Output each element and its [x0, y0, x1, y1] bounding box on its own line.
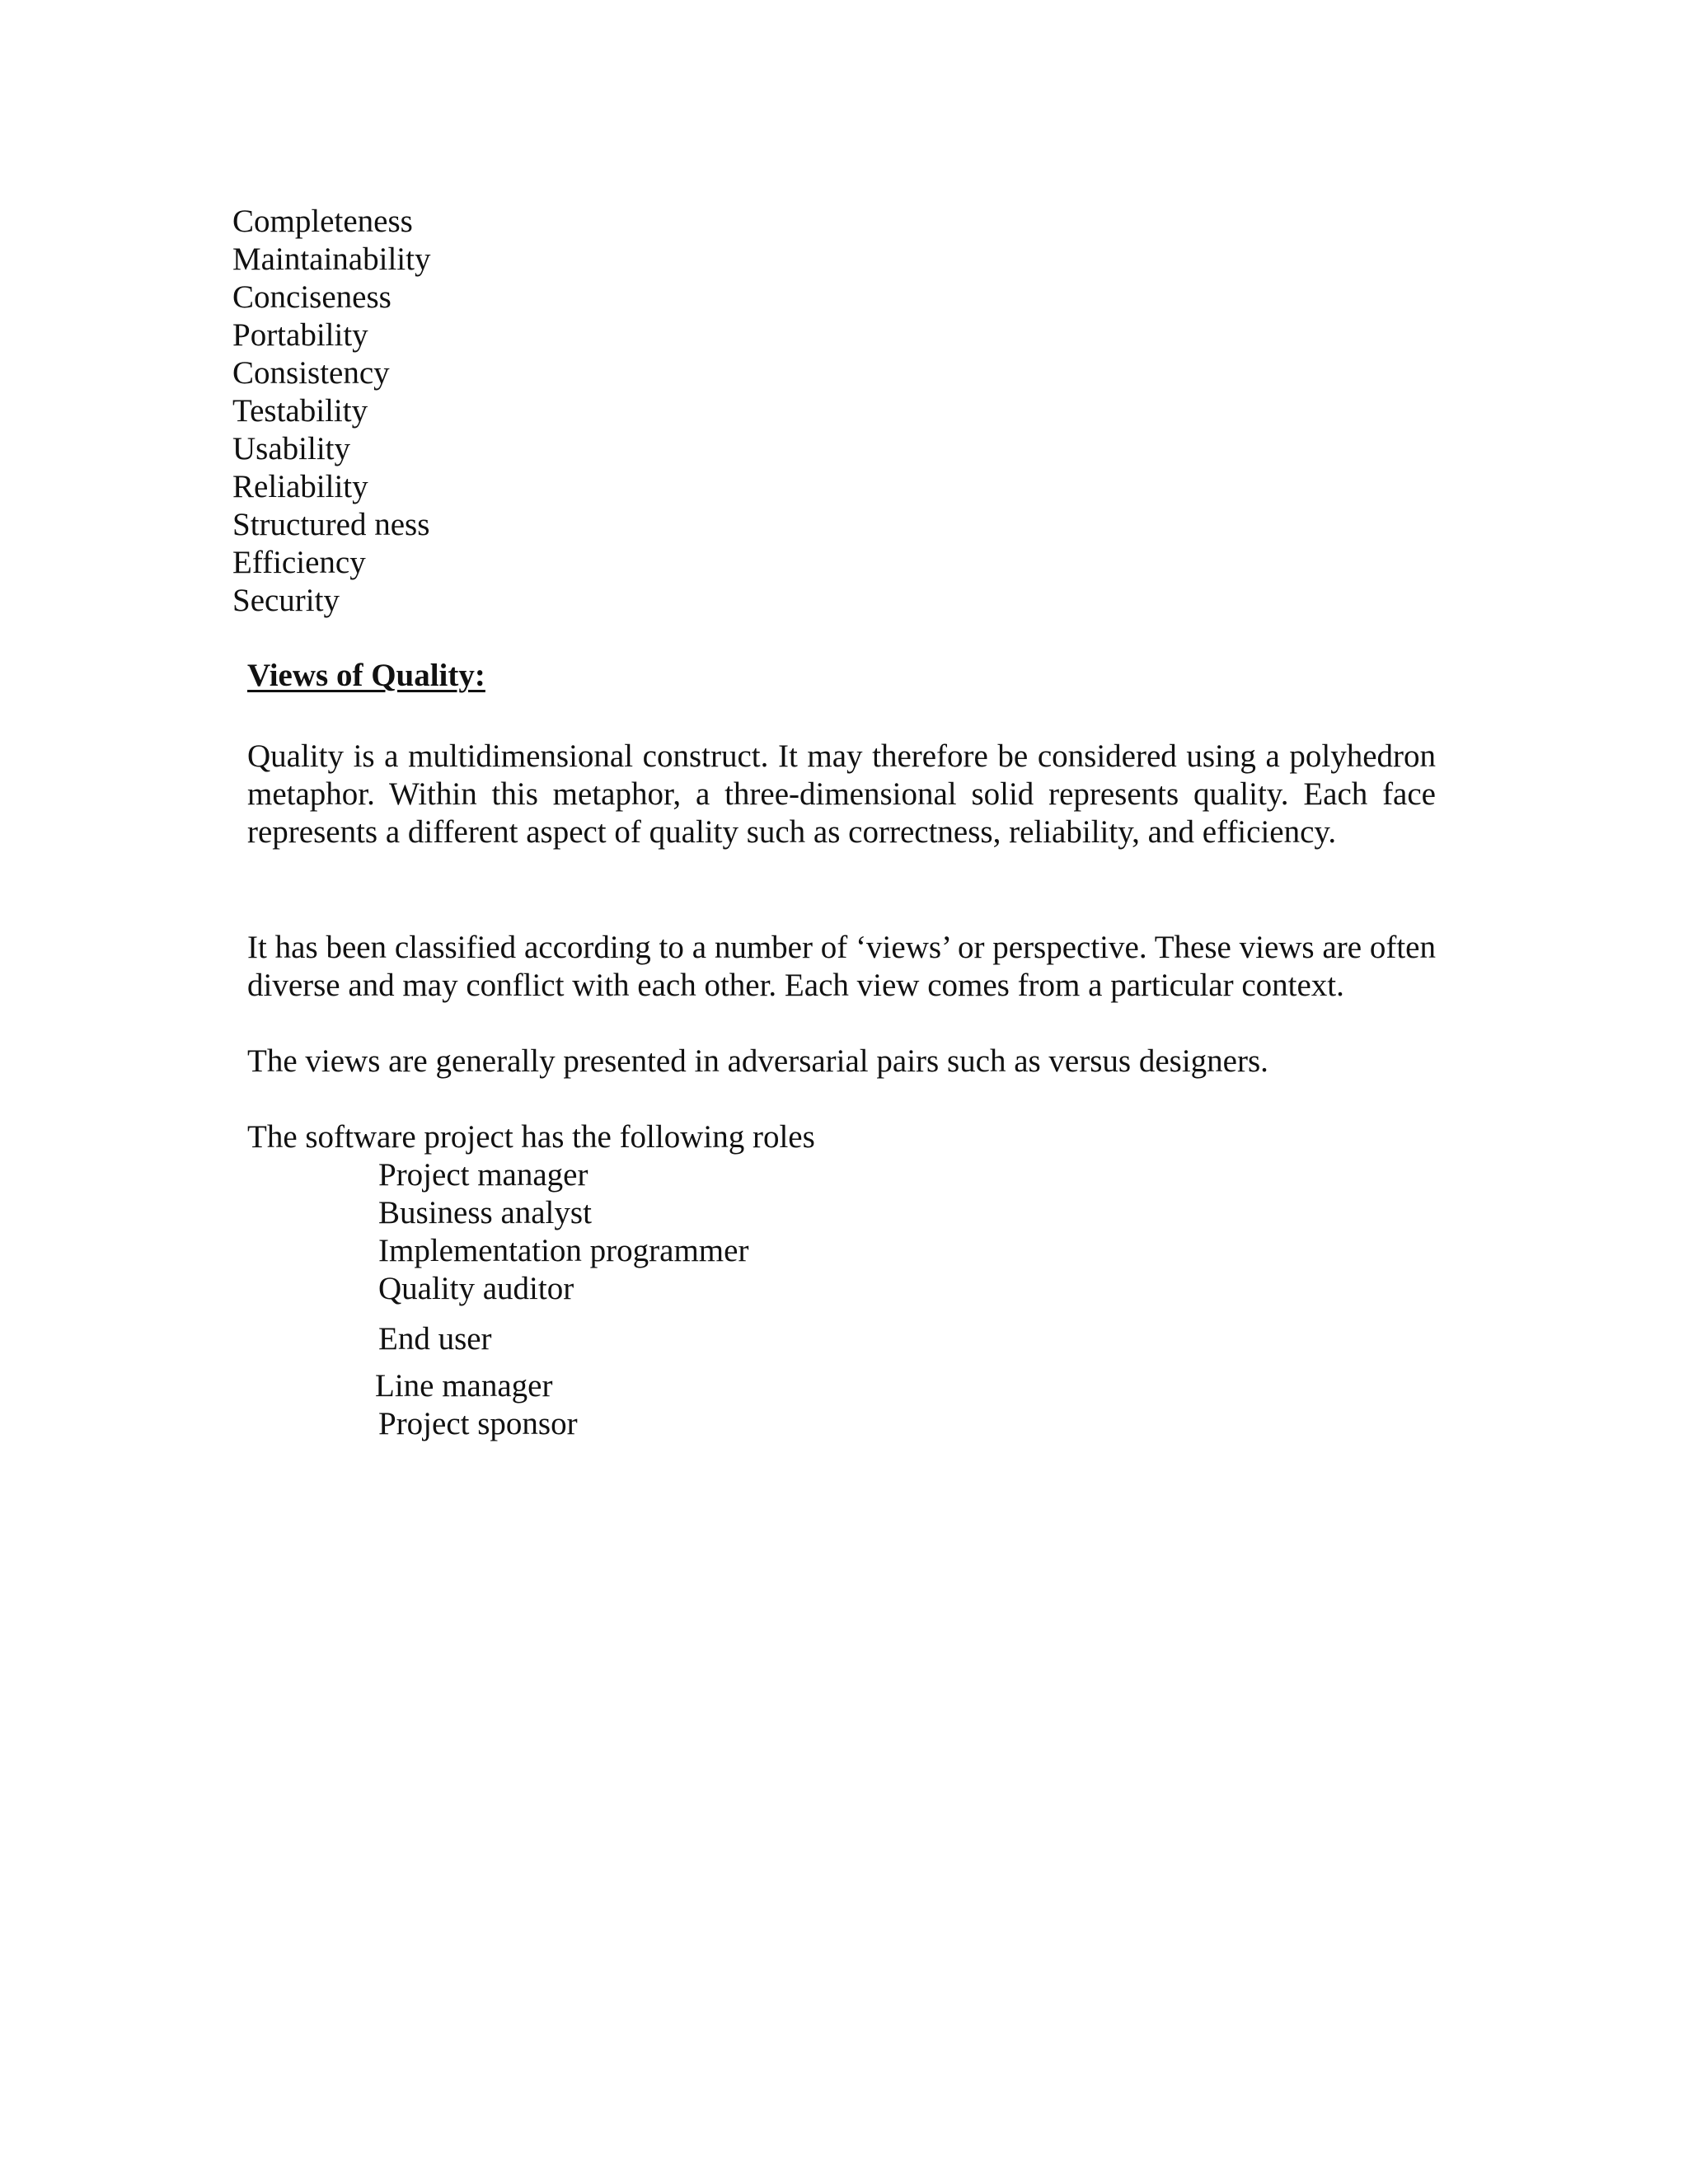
- list-item: End user: [378, 1321, 492, 1357]
- roles-list-continued: [378, 1405, 578, 1443]
- list-item: Project manager: [378, 1157, 588, 1193]
- quality-attribute-list: [232, 203, 430, 620]
- list-item: Quality auditor: [378, 1271, 574, 1306]
- paragraph-adversarial-pairs: The views are generally presented in adversarial pairs such as versus designers.: [247, 1043, 1268, 1079]
- list-item: Completeness: [232, 204, 413, 239]
- roles-list: [378, 1156, 748, 1308]
- list-item: Line manager: [375, 1368, 553, 1404]
- paragraph-polyhedron: Quality is a multidimensional construct. It may therefore be considered using a polyhedron metaphor. Within this metaphor, a three-dimensional solid represents quality. Each face represents a different aspect of quality such as correctness, reliability, and efficiency.: [247, 738, 1436, 850]
- list-item: Testability: [232, 393, 368, 429]
- paragraph-roles-intro: The software project has the following roles: [247, 1119, 815, 1155]
- paragraph-views: It has been classified according to a number of ‘views’ or perspective. These views are often diverse and may conflict with each other. Each view comes from a particular context.: [247, 930, 1436, 1003]
- roles-list-continued: [378, 1320, 492, 1358]
- list-item: Maintainability: [232, 241, 431, 277]
- list-item: Portability: [232, 317, 368, 353]
- roles-list-continued: [375, 1367, 552, 1405]
- list-item: Security: [232, 583, 340, 618]
- list-item: Reliability: [232, 469, 368, 504]
- list-item: Consistency: [232, 355, 390, 391]
- list-item: Project sponsor: [378, 1406, 578, 1441]
- list-item: Structured ness: [232, 507, 430, 542]
- list-item: Conciseness: [232, 279, 392, 315]
- list-item: Usability: [232, 431, 350, 466]
- list-item: Business analyst: [378, 1195, 592, 1230]
- list-item: Efficiency: [232, 545, 366, 580]
- section-heading: Views of Quality:: [247, 658, 485, 693]
- list-item: Implementation programmer: [378, 1233, 749, 1268]
